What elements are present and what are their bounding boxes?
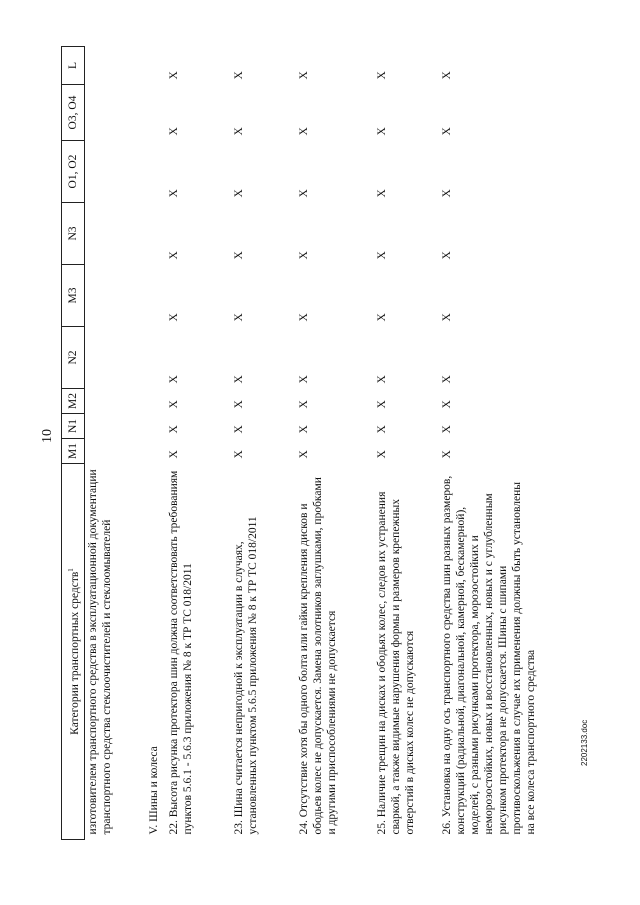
table-row <box>166 30 231 840</box>
section-row <box>146 30 166 840</box>
column-header: M3 <box>62 265 85 327</box>
requirement-text: 23. Шина считается непригодной к эксплуатации в случаях, установленных пунктом 5.6.5 приложения № 8 к ТР ТС 018/2011 <box>233 516 260 835</box>
column-header: M2 <box>62 389 85 414</box>
mark-cell: X <box>168 71 181 80</box>
mark-cell: X <box>440 251 453 260</box>
column-header: M1 <box>62 439 85 464</box>
mark-cell: X <box>233 375 246 384</box>
mark-cell: X <box>168 251 181 260</box>
mark-cell: X <box>233 189 246 198</box>
page-number: 10 <box>40 429 55 443</box>
category-header: Категории транспортных средств$^1$ <box>62 464 85 840</box>
mark-cell: X <box>440 127 453 136</box>
requirement-text: 24. Отсутствие хотя бы одного болта или гайки крепления дисков и ободьев колес не допускается. Замена золотников заглушками, пробками и другими приспособлениями не допускается <box>298 477 339 835</box>
mark-cell: X <box>168 189 181 198</box>
mark-cell: X <box>440 375 453 384</box>
column-header: O3, O4 <box>62 85 85 141</box>
mark-cell: X <box>233 127 246 136</box>
mark-cell: X <box>375 189 388 198</box>
section-title: V. Шины и колеса <box>148 746 160 835</box>
requirements-table <box>61 30 571 841</box>
column-header: N2 <box>62 327 85 389</box>
requirement-text: 25. Наличие трещин на дисках и ободьях колес, следов их устранения сваркой, а также видимые нарушения формы и размеров крепежных отверстий в дисках колес не допускаются <box>375 491 416 835</box>
table-row <box>296 30 373 840</box>
mark-cell: X <box>298 375 311 384</box>
table-row <box>231 30 296 840</box>
column-header: N3 <box>62 203 85 265</box>
table-row <box>439 30 571 840</box>
mark-cell: X <box>168 127 181 136</box>
mark-cell: X <box>168 313 181 322</box>
mark-cell: X <box>298 425 311 434</box>
mark-cell: X <box>298 189 311 198</box>
requirement-text: 22. Высота рисунка протектора шин должна соответствовать требованиям пунктов 5.6.1 - 5.6.3 приложения № 8 к ТР ТС 018/2011 <box>168 470 195 835</box>
mark-cell: X <box>440 450 453 459</box>
mark-cell: X <box>375 313 388 322</box>
mark-cell: X <box>440 71 453 80</box>
mark-cell: X <box>375 400 388 409</box>
mark-cell: X <box>375 375 388 384</box>
mark-cell: X <box>168 375 181 384</box>
mark-cell: X <box>298 127 311 136</box>
mark-cell: X <box>440 425 453 434</box>
mark-cell: X <box>233 425 246 434</box>
mark-cell: X <box>375 251 388 260</box>
mark-cell: X <box>298 251 311 260</box>
column-header: O1, O2 <box>62 141 85 203</box>
mark-cell: X <box>440 189 453 198</box>
mark-cell: X <box>298 313 311 322</box>
mark-cell: X <box>440 313 453 322</box>
mark-cell: X <box>375 127 388 136</box>
mark-cell: X <box>298 400 311 409</box>
intro-row <box>85 30 147 840</box>
mark-cell: X <box>233 313 246 322</box>
rotated-table-wrapper <box>61 30 571 840</box>
column-header: L <box>62 47 85 85</box>
mark-cell: X <box>375 71 388 80</box>
mark-cell: X <box>375 450 388 459</box>
intro-text: изготовителем транспортного средства в эксплуатационной документации транспортного средства стеклоочистителей и стеклоомывателей <box>87 469 113 835</box>
mark-cell: X <box>233 400 246 409</box>
mark-cell: X <box>440 400 453 409</box>
mark-cell: X <box>298 450 311 459</box>
mark-cell: X <box>375 425 388 434</box>
mark-cell: X <box>168 400 181 409</box>
file-name: 2202133.doc <box>580 719 589 766</box>
column-header: N1 <box>62 414 85 439</box>
header-row <box>62 30 85 840</box>
mark-cell: X <box>233 450 246 459</box>
mark-cell: X <box>298 71 311 80</box>
mark-cell: X <box>168 450 181 459</box>
mark-cell: X <box>233 251 246 260</box>
table-row <box>374 30 439 840</box>
requirement-text: 26. Установка на одну ось транспортного средства шин разных размеров, конструкций (радиальной, диагональной, камерной, бескамерной), моделей, с разными рисунками протектора, морозостойких и неморозостойких, новых и восстановленных, новых и с углубленным рисунком протектора не допускается. Шины с шипами противоскольжения в случае их применения должны быть установлены на все колеса транспортного средства <box>440 475 537 835</box>
mark-cell: X <box>233 71 246 80</box>
mark-cell: X <box>168 425 181 434</box>
